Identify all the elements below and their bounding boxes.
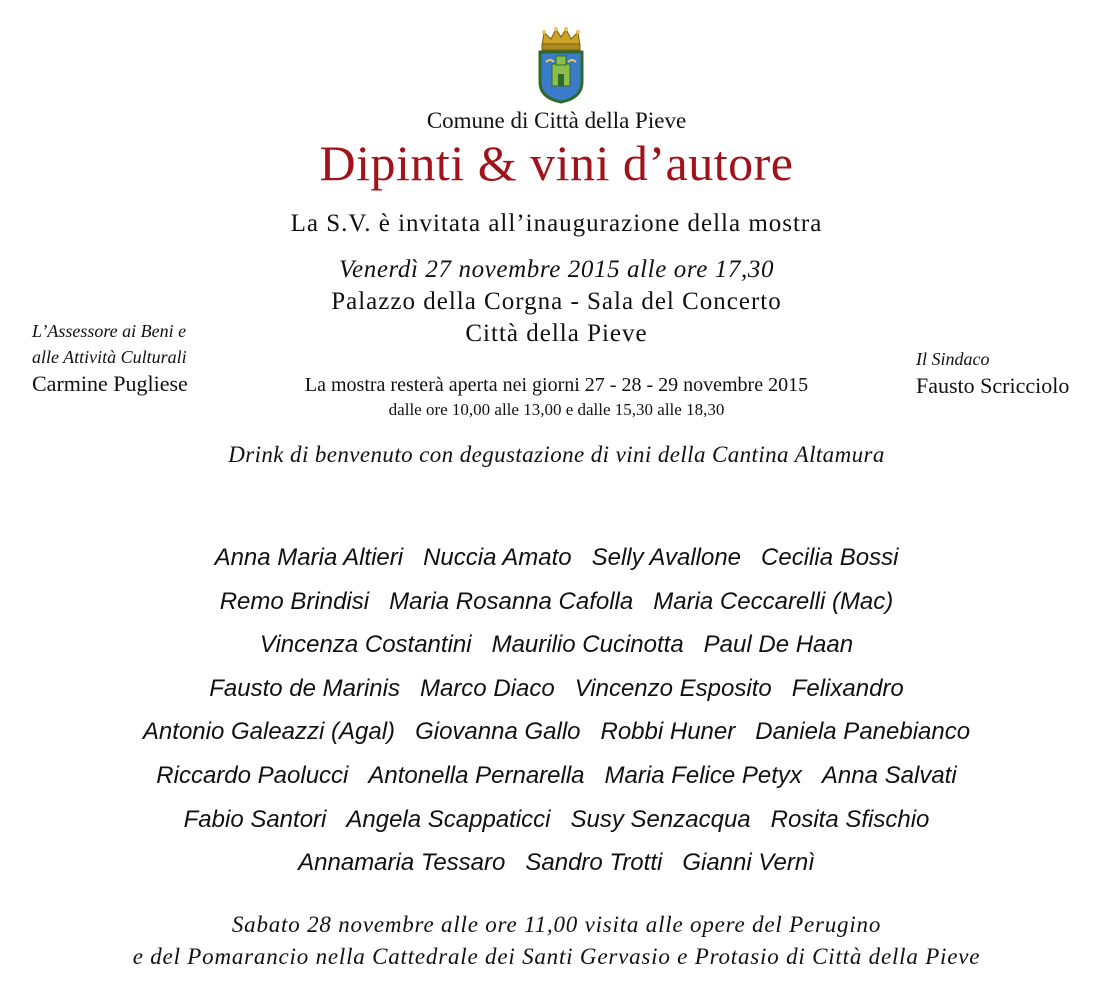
artist-row: [0, 754, 1113, 798]
artist-name: Rosita Sfischio: [770, 805, 930, 833]
artist-name: Riccardo Paolucci: [156, 761, 349, 789]
artist-row: [0, 667, 1113, 711]
welcome-drink-text: Drink di benvenuto con degustazione di vini della Cantina Altamura: [228, 442, 885, 467]
artist-name: Anna Salvati: [821, 761, 957, 789]
artist-name: Vincenza Costantini: [259, 631, 472, 659]
artist-name: Antonio Galeazzi (Agal): [142, 718, 396, 746]
artist-name: Maria Ceccarelli (Mac): [653, 587, 894, 615]
artist-name: Selly Avallone: [591, 544, 742, 571]
coat-of-arms-icon: [532, 26, 590, 104]
artist-name: Sandro Trotti: [525, 849, 663, 877]
artist-name: Remo Brindisi: [219, 587, 370, 615]
artist-name: Maurilio Cucinotta: [491, 631, 684, 659]
artist-name: Marco Diaco: [419, 674, 555, 702]
event-date: Venerdì 27 novembre 2015 alle ore 17,30: [338, 256, 775, 283]
artist-name: Anna Maria Altieri: [214, 544, 404, 571]
artist-name: Giovanna Gallo: [415, 718, 581, 746]
artist-name: Robbi Huner: [600, 718, 736, 746]
opening-hours: dalle ore 10,00 alle 13,00 e dalle 15,30 alle 18,30: [388, 400, 725, 419]
assessore-role-line2: alle Attività Culturali: [32, 347, 187, 367]
artist-name: Paul De Haan: [703, 631, 854, 659]
artist-name: Cecilia Bossi: [761, 544, 899, 571]
artist-name: Nuccia Amato: [423, 544, 572, 571]
footer-line-1: Sabato 28 novembre alle ore 11,00 visita alle opere del Perugino: [231, 912, 882, 937]
sindaco-name: Fausto Scricciolo: [916, 373, 1070, 398]
assessore-name: Carmine Pugliese: [32, 371, 188, 396]
artist-name: Vincenzo Esposito: [574, 674, 772, 702]
event-city: Città della Pieve: [465, 320, 648, 347]
event-venue: Palazzo della Corgna - Sala del Concerto: [331, 288, 782, 315]
artist-name: Gianni Vernì: [682, 849, 815, 877]
artist-name: Fausto de Marinis: [209, 674, 400, 702]
artist-name: Susy Senzacqua: [570, 805, 751, 833]
artist-name: Antonella Pernarella: [368, 761, 585, 789]
sindaco-signature: [916, 346, 1069, 400]
artist-row: [0, 710, 1113, 754]
assessore-signature: [32, 318, 188, 398]
artist-name: Angela Scappaticci: [346, 805, 551, 833]
invitation-text: La S.V. è invitata all’inaugurazione della mostra: [290, 210, 823, 237]
assessore-role-line1: L’Assessore ai Beni e: [32, 321, 187, 341]
artist-name: Annamaria Tessaro: [298, 849, 506, 877]
artist-row: [0, 798, 1113, 842]
artist-name: Maria Rosanna Cafolla: [389, 587, 634, 615]
artist-name: Felixandro: [791, 674, 904, 702]
event-title: Dipinti & vini d’autore: [319, 135, 794, 191]
sindaco-role: Il Sindaco: [916, 349, 990, 369]
artist-list: [0, 536, 1113, 885]
artist-name: Fabio Santori: [183, 805, 327, 833]
artist-row: [0, 536, 1113, 580]
footer-line-2: e del Pomarancio nella Cattedrale dei Santi Gervasio e Protasio di Città della Pieve: [132, 944, 981, 969]
comune-heading: Comune di Città della Pieve: [426, 108, 687, 133]
artist-row: [0, 623, 1113, 667]
artist-row: [0, 580, 1113, 624]
opening-days: La mostra resterà aperta nei giorni 27 - 28 - 29 novembre 2015: [304, 374, 809, 396]
artist-row: [0, 841, 1113, 885]
artist-name: Daniela Panebianco: [755, 718, 971, 746]
artist-name: Maria Felice Petyx: [604, 761, 802, 789]
